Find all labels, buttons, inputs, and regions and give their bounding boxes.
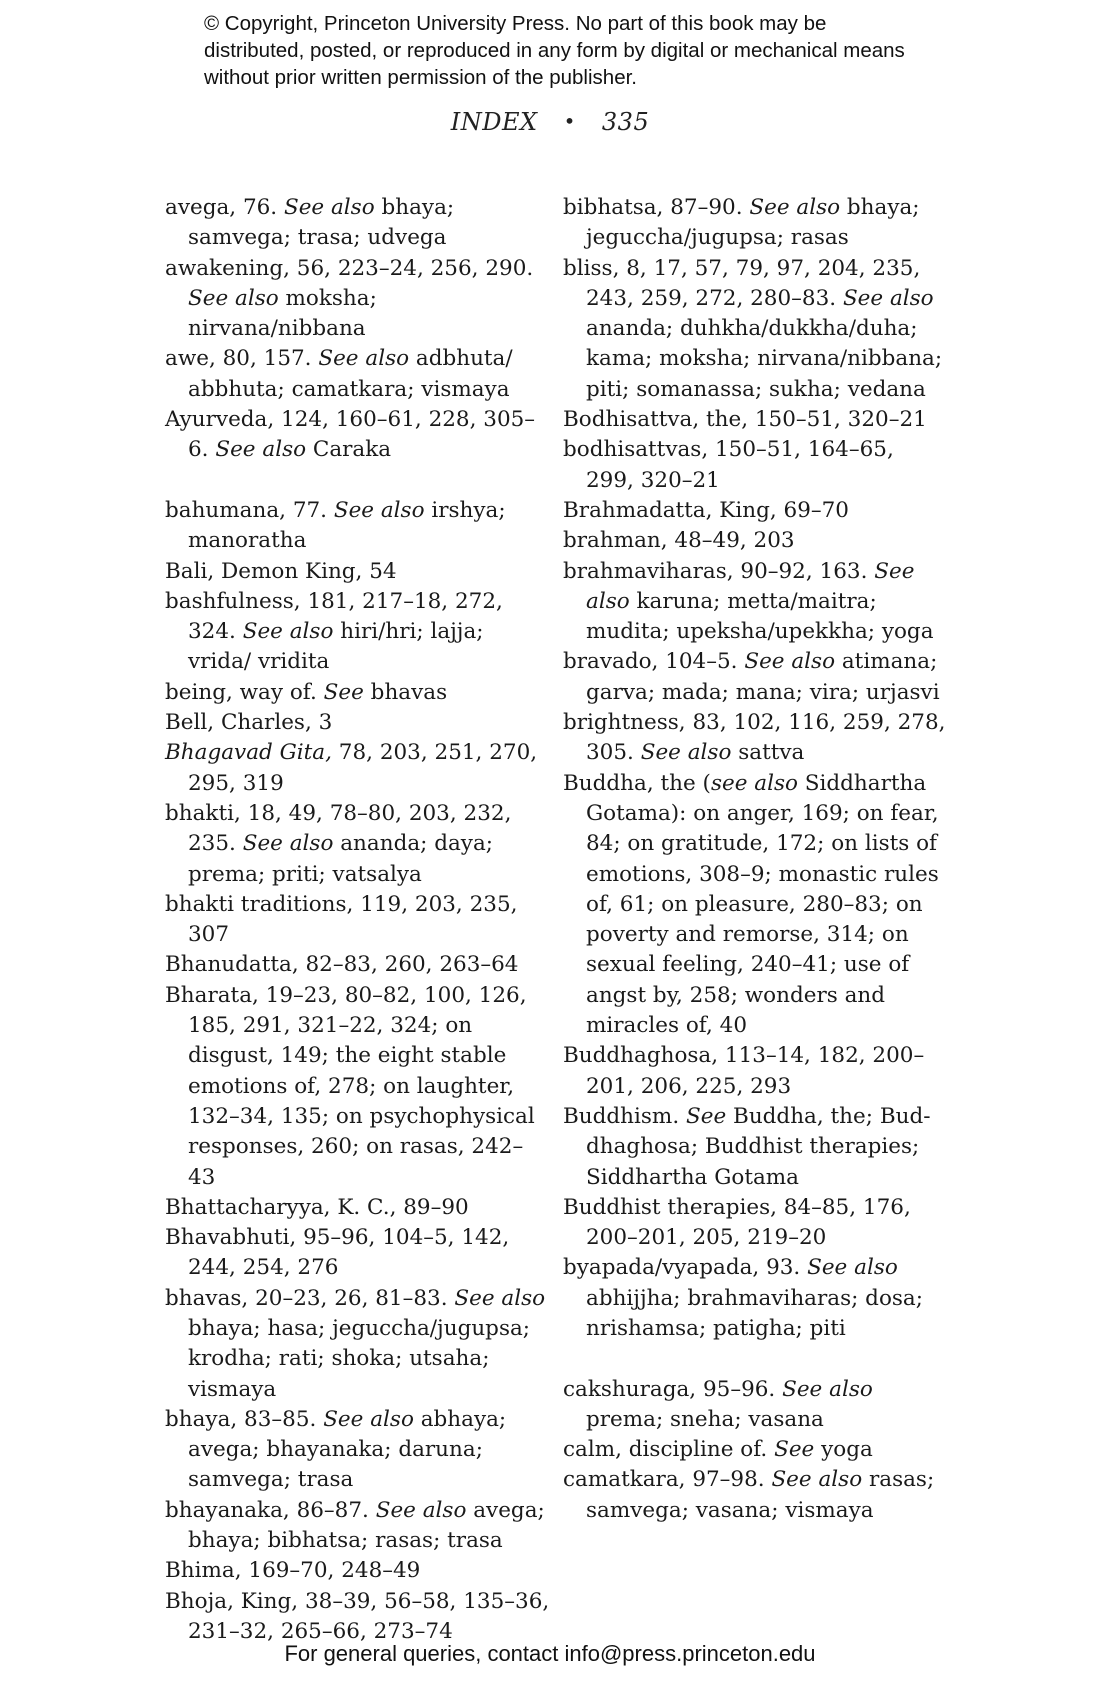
- index-entry-text: Caraka: [306, 437, 392, 463]
- index-entry: [563, 1435, 948, 1465]
- index-entry-text: abhijjha; brahmaviharas; dosa; nrishamsa; patigha; piti: [586, 1285, 923, 1341]
- index-entry: [165, 344, 550, 405]
- index-entry-italic: See also: [323, 1406, 414, 1432]
- index-entry: [563, 708, 948, 769]
- index-entry-text: being, way of.: [165, 679, 324, 705]
- index-entry-text: moksha; nirvana/nibbana: [188, 285, 377, 342]
- index-entry: [165, 1556, 550, 1586]
- index-entry-italic: See also: [771, 1467, 863, 1493]
- index-entry-text: Bodhisattva, the, 150–51, 320–21: [563, 407, 927, 433]
- index-entry: [563, 1375, 948, 1436]
- index-entry: [563, 405, 948, 435]
- index-entry-text: bodhisattvas, 150–51, 164–65, 299, 320–21: [563, 437, 894, 493]
- index-entry: [165, 587, 550, 678]
- index-entry-text: Bhattacharyya, K. C., 89–90: [165, 1194, 469, 1220]
- index-entry-text: Buddha, the; Bud-dhaghosa; Buddhist therapies; Siddhartha Gotama: [586, 1103, 931, 1190]
- index-entry-text: sattva: [731, 740, 805, 766]
- index-entry-text: avega; bhaya; bibhatsa; rasas; trasa: [188, 1497, 545, 1554]
- index-entry-text: Bhoja, King, 38–39, 56–58, 135–36, 231–32, 265–66, 273–74: [165, 1588, 550, 1644]
- index-entry-text: bhavas, 20–23, 26, 81–83.: [165, 1285, 455, 1311]
- index-entry-text: bliss, 8, 17, 57, 79, 97, 204, 235, 243, 259, 272, 280–83.: [563, 255, 921, 311]
- index-entry-italic: See also: [283, 195, 375, 220]
- index-entry-text: brahman, 48–49, 203: [563, 528, 795, 554]
- index-entry-italic: See also: [188, 285, 279, 311]
- index-entry-italic: See also: [744, 649, 836, 675]
- index-entry: [165, 405, 550, 466]
- index-entry: [165, 1284, 550, 1405]
- index-entry-text: Buddha, the (: [563, 770, 711, 796]
- index-entry-text: bhaya; samvega; trasa; udvega: [188, 195, 455, 251]
- index-entry-italic: See also: [586, 558, 915, 614]
- index-entry: [563, 647, 948, 708]
- footer-contact: For general queries, contact info@press.princeton.edu: [284, 1641, 816, 1666]
- index-entry-italic: See also: [375, 1497, 467, 1523]
- index-entry: [563, 1193, 948, 1254]
- index-entry-text: yoga: [814, 1437, 873, 1463]
- index-entry-text: byapada/vyapada, 93.: [563, 1255, 808, 1281]
- index-entry-text: Buddhaghosa, 113–14, 182, 200–201, 206, 225, 293: [563, 1043, 925, 1099]
- index-entry-text: irshya; manoratha: [188, 497, 506, 554]
- index-entry: [563, 557, 948, 648]
- index-entry: [165, 1193, 550, 1223]
- index-entry: [563, 435, 948, 496]
- index-entry-text: ananda; duhkha/dukkha/duha; kama; moksha; nirvana/nibbana; piti; somanassa; sukha; vedana: [586, 316, 943, 402]
- index-entry-text: Bhanudatta, 82–83, 260, 263–64: [165, 952, 519, 978]
- index-entry-italic: See also: [640, 740, 732, 766]
- index-entry: [165, 799, 550, 890]
- index-entry: [563, 769, 948, 1042]
- index-entry-italic: see also: [710, 770, 798, 796]
- index-entry-text: Bhavabhuti, 95–96, 104–5, 142, 244, 254, 276: [165, 1225, 510, 1281]
- index-column-right: [563, 193, 948, 1526]
- index-entry-text: prema; sneha; vasana: [586, 1406, 824, 1432]
- index-entry-italic: See also: [807, 1255, 898, 1281]
- index-entry-text: Ayurveda, 124, 160–61, 228, 305–6.: [165, 407, 536, 463]
- index-entry: [165, 981, 550, 1193]
- index-entry: [165, 708, 550, 738]
- index-entry-italic: See: [774, 1437, 815, 1463]
- index-entry-text: bhaya, 83–85.: [165, 1406, 324, 1432]
- index-entry-text: camatkara, 97–98.: [563, 1467, 772, 1493]
- index-entry-text: karuna; metta/maitra; mudita; upeksha/upekkha; yoga: [586, 588, 934, 645]
- index-entry-italic: See also: [318, 346, 410, 372]
- index-entry-text: Bell, Charles, 3: [165, 710, 333, 736]
- index-entry: [165, 1587, 550, 1648]
- index-entry-text: Buddhist therapies, 84–85, 176, 200–201, 205, 219–20: [563, 1194, 911, 1251]
- index-entry-italic: See also: [242, 619, 334, 645]
- index-entry-text: Bali, Demon King, 54: [165, 558, 397, 584]
- index-entry-text: awe, 80, 157.: [165, 346, 319, 372]
- index-entry-text: brahmaviharas, 90–92, 163.: [563, 558, 875, 584]
- index-entry-text: atimana; garva; mada; mana; vira; urjasvi: [586, 649, 940, 705]
- index-entry-text: bhayanaka, 86–87.: [165, 1497, 376, 1523]
- index-entry-text: awakening, 56, 223–24, 256, 290.: [165, 255, 534, 281]
- index-entry-text: Bhima, 169–70, 248–49: [165, 1558, 421, 1584]
- index-entry-italic: See also: [749, 195, 841, 220]
- index-entry: [563, 1041, 948, 1102]
- copyright-notice: © Copyright, Princeton University Press. No part of this book may be distributed, posted, or reproduced in any form by digital or mechanical means without prior written permission of the publisher.: [204, 12, 905, 89]
- index-entry: [563, 193, 948, 254]
- index-entry-italic: See also: [454, 1285, 546, 1311]
- bullet-separator: •: [563, 109, 576, 133]
- index-entry-text: 78, 203, 251, 270, 295, 319: [188, 740, 538, 796]
- index-entry-text: hiri/hri; lajja; vrida/ vridita: [188, 619, 484, 675]
- index-entry: [563, 526, 948, 556]
- index-entry-italic: See also: [215, 437, 307, 463]
- index-entry: [165, 678, 550, 708]
- index-entry-text: bhaya; jeguccha/jugupsa; rasas: [586, 195, 920, 251]
- index-entry: [165, 496, 550, 557]
- index-entry-text: Siddhartha Gotama): on anger, 169; on fear, 84; on gratitude, 172; on lists of emotions, 308–9; monastic rules of, 61; on pleasure, 280–83; on poverty and remorse, 314; on sexual feeling, 240–41; use of angst by, 258; wonders and miracles of, 40: [586, 770, 939, 1039]
- index-entry: [165, 890, 550, 951]
- index-entry-text: bhakti, 18, 49, 78–80, 203, 232, 235.: [165, 800, 512, 857]
- index-entry-text: Buddhism.: [563, 1103, 686, 1129]
- index-entry-text: abhaya; avega; bhayanaka; daruna; samvega; trasa: [188, 1406, 507, 1493]
- index-entry-text: Bharata, 19–23, 80–82, 100, 126, 185, 291, 321–22, 324; on disgust, 149; the eight stable emotions of, 278; on laughter, 132–34, 135; on psychophysical responses, 260; on rasas, 242–43: [165, 982, 535, 1190]
- index-entry: [165, 1405, 550, 1496]
- index-entry-italic: Bhagavad Gita,: [165, 740, 332, 766]
- section-title: INDEX: [450, 108, 538, 136]
- index-entry-text: ananda; daya; prema; priti; vatsalya: [188, 831, 494, 887]
- index-entry: [165, 254, 550, 345]
- index-entry-italic: See also: [242, 831, 334, 857]
- index-entry-text: bhavas: [363, 679, 448, 705]
- index-entry-italic: See: [686, 1103, 727, 1129]
- index-entry: [165, 1496, 550, 1557]
- index-entry-italic: See: [323, 679, 364, 705]
- index-entry-text: adbhuta/ abbhuta; camatkara; vismaya: [188, 346, 513, 402]
- index-entry-text: bravado, 104–5.: [563, 649, 745, 675]
- index-entry-italic: See also: [842, 285, 934, 311]
- index-entry-text: avega, 76.: [165, 195, 284, 220]
- index-entry: [165, 738, 550, 799]
- index-entry: [563, 1253, 948, 1344]
- index-entry: [563, 254, 948, 405]
- index-entry-text: bhakti traditions, 119, 203, 235, 307: [165, 891, 518, 948]
- index-entry-text: bashfulness, 181, 217–18, 272, 324.: [165, 588, 503, 645]
- index-entry-text: bahumana, 77.: [165, 497, 334, 523]
- index-entry-text: calm, discipline of.: [563, 1437, 775, 1463]
- index-entry-italic: See also: [782, 1376, 873, 1402]
- index-entry-text: cakshuraga, 95–96.: [563, 1376, 783, 1402]
- index-column-left: [165, 193, 550, 1647]
- index-entry: [563, 1102, 948, 1193]
- index-entry-text: Brahmadatta, King, 69–70: [563, 497, 849, 523]
- page-number: 335: [601, 108, 650, 136]
- index-entry: [563, 496, 948, 526]
- running-head: [0, 108, 1100, 136]
- index-entry: [165, 557, 550, 587]
- index-entry-text: bibhatsa, 87–90.: [563, 195, 750, 220]
- index-entry-text: brightness, 83, 102, 116, 259, 278, 305.: [563, 710, 946, 766]
- index-entry-text: rasas; samvega; vasana; vismaya: [586, 1467, 935, 1523]
- index-entry: [563, 1465, 948, 1526]
- index-entry: [165, 950, 550, 980]
- index-entry-text: bhaya; hasa; jeguccha/jugupsa; krodha; rati; shoka; utsaha; vismaya: [188, 1315, 531, 1402]
- index-entry-italic: See also: [333, 497, 425, 523]
- index-entry: [165, 193, 550, 254]
- index-entry: [165, 1223, 550, 1284]
